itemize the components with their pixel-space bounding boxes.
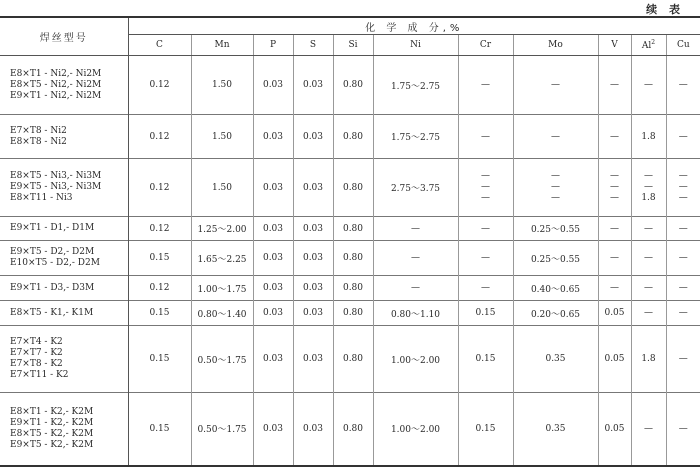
model-cell (0, 115, 128, 159)
cell-p: 0.03 (253, 56, 293, 115)
cell-mn: 1.00～1.75 (191, 276, 253, 301)
cell-v: 0.05 (598, 301, 631, 326)
cell-line: — (459, 182, 513, 193)
col-header-c: C (128, 35, 191, 56)
cell-c: 0.12 (128, 56, 191, 115)
model-cell (0, 241, 128, 276)
cell-s: 0.03 (293, 301, 333, 326)
cell-c: 0.12 (128, 217, 191, 241)
composition-table (0, 16, 700, 467)
cell-p: 0.03 (253, 326, 293, 393)
col-header-mo: Mo (513, 35, 598, 56)
cell-cu: — (666, 301, 700, 326)
col-header-v: V (598, 35, 631, 56)
cell-al: 1.8 (631, 115, 666, 159)
col-header-p: P (253, 35, 293, 56)
cell-cu: — (666, 393, 700, 466)
model-name: E8×T1 - Ni2,- Ni2M (10, 69, 128, 80)
cell-s: 0.03 (293, 115, 333, 159)
col-header-cr: Cr (458, 35, 513, 56)
cell-s: 0.03 (293, 217, 333, 241)
cell-si: 0.80 (333, 301, 373, 326)
col-header-mn: Mn (191, 35, 253, 56)
cell-si: 0.80 (333, 159, 373, 217)
cell-p: 0.03 (253, 159, 293, 217)
composition-header: 化 学 成 分,% (128, 17, 700, 35)
model-cell (0, 326, 128, 393)
model-name: E7×T8 - K2 (10, 359, 128, 370)
model-cell (0, 56, 128, 115)
cell-al: — (631, 217, 666, 241)
model-name: E8×T5 - K2,- K2M (10, 429, 128, 440)
cell-p: 0.03 (253, 301, 293, 326)
cell-v: — (598, 217, 631, 241)
cell-line: — (599, 182, 631, 193)
model-name: E10×T5 - D2,- D2M (10, 258, 128, 269)
cell-mn: 1.50 (191, 56, 253, 115)
cell-ni: 1.00～2.00 (373, 393, 458, 466)
cell-v: — (598, 56, 631, 115)
cell-cu: — (666, 326, 700, 393)
cell-p: 0.03 (253, 217, 293, 241)
cell-mo: — (513, 115, 598, 159)
cell-line: — (514, 182, 598, 193)
cell-cr (458, 159, 513, 217)
model-name: E9×T5 - D2,- D2M (10, 247, 128, 258)
model-name: E9×T1 - D1,- D1M (10, 223, 128, 234)
model-column-header: 焊丝型号 (0, 17, 128, 56)
cell-cr: 0.15 (458, 393, 513, 466)
cell-cu: — (666, 217, 700, 241)
model-name: E8×T5 - K1,- K1M (10, 308, 128, 319)
model-name: E9×T1 - Ni2,- Ni2M (10, 91, 128, 102)
table-row (0, 301, 700, 326)
cell-si: 0.80 (333, 217, 373, 241)
table-row (0, 217, 700, 241)
cell-s: 0.03 (293, 241, 333, 276)
cell-mo: 0.25～0.55 (513, 241, 598, 276)
col-header-al (631, 35, 666, 56)
cell-si: 0.80 (333, 56, 373, 115)
cell-ni: — (373, 241, 458, 276)
col-header-si: Si (333, 35, 373, 56)
cell-si: 0.80 (333, 241, 373, 276)
table-row (0, 276, 700, 301)
cell-cu: — (666, 276, 700, 301)
cell-v: 0.05 (598, 393, 631, 466)
cell-mn: 1.65～2.25 (191, 241, 253, 276)
cell-c: 0.15 (128, 393, 191, 466)
cell-line: — (514, 171, 598, 182)
cell-mn: 0.50～1.75 (191, 326, 253, 393)
cell-cu: — (666, 115, 700, 159)
cell-p: 0.03 (253, 241, 293, 276)
cell-c: 0.12 (128, 159, 191, 217)
cell-mn: 1.25～2.00 (191, 217, 253, 241)
table-row (0, 159, 700, 217)
model-name: E8×T5 - Ni3,- Ni3M (10, 171, 128, 182)
cell-v: — (598, 276, 631, 301)
cell-cr: — (458, 115, 513, 159)
model-cell (0, 159, 128, 217)
cell-ni: 1.75～2.75 (373, 56, 458, 115)
cell-c: 0.15 (128, 326, 191, 393)
cell-mo: 0.40～0.65 (513, 276, 598, 301)
cell-al: 1.8 (631, 326, 666, 393)
cell-cr: — (458, 241, 513, 276)
model-name: E9×T5 - Ni3,- Ni3M (10, 182, 128, 193)
cell-v: 0.05 (598, 326, 631, 393)
al-label: Al (642, 41, 651, 51)
cell-line: — (459, 193, 513, 204)
cell-cr: — (458, 217, 513, 241)
cell-ni: — (373, 217, 458, 241)
col-header-s: S (293, 35, 333, 56)
cell-s: 0.03 (293, 159, 333, 217)
table-row (0, 241, 700, 276)
cell-line: — (514, 193, 598, 204)
cell-c: 0.12 (128, 115, 191, 159)
cell-line: — (599, 171, 631, 182)
cell-p: 0.03 (253, 115, 293, 159)
model-name: E7×T4 - K2 (10, 337, 128, 348)
cell-cu: — (666, 241, 700, 276)
cell-mn: 0.50～1.75 (191, 393, 253, 466)
cell-line: — (632, 182, 666, 193)
cell-line: — (667, 171, 700, 182)
cell-c: 0.15 (128, 301, 191, 326)
cell-mn: 1.50 (191, 159, 253, 217)
cell-si: 0.80 (333, 276, 373, 301)
table-row (0, 115, 700, 159)
cell-al (631, 159, 666, 217)
cell-s: 0.03 (293, 326, 333, 393)
cell-si: 0.80 (333, 393, 373, 466)
cell-al: — (631, 276, 666, 301)
cell-si: 0.80 (333, 115, 373, 159)
model-name: E9×T1 - D3,- D3M (10, 283, 128, 294)
cell-cr: — (458, 276, 513, 301)
al-footnote-mark: 2 (651, 39, 655, 46)
cell-line: 1.8 (632, 193, 666, 204)
cell-v (598, 159, 631, 217)
cell-mo: 0.35 (513, 393, 598, 466)
model-name: E7×T8 - Ni2 (10, 126, 128, 137)
cell-si: 0.80 (333, 326, 373, 393)
cell-s: 0.03 (293, 276, 333, 301)
cell-cr: — (458, 56, 513, 115)
cell-cu (666, 159, 700, 217)
cell-cu: — (666, 56, 700, 115)
continued-label: 续 表 (646, 1, 684, 17)
col-header-ni: Ni (373, 35, 458, 56)
model-cell (0, 301, 128, 326)
cell-al: — (631, 56, 666, 115)
cell-line: — (599, 193, 631, 204)
model-name: E9×T5 - K2,- K2M (10, 440, 128, 451)
cell-v: — (598, 241, 631, 276)
cell-v: — (598, 115, 631, 159)
model-name: E7×T11 - K2 (10, 370, 128, 381)
model-name: E7×T7 - K2 (10, 348, 128, 359)
cell-s: 0.03 (293, 56, 333, 115)
cell-mn: 0.80～1.40 (191, 301, 253, 326)
cell-c: 0.15 (128, 241, 191, 276)
cell-mn: 1.50 (191, 115, 253, 159)
cell-al: — (631, 241, 666, 276)
cell-mo: 0.20～0.65 (513, 301, 598, 326)
cell-line: — (667, 182, 700, 193)
cell-mo: 0.25～0.55 (513, 217, 598, 241)
col-header-cu: Cu (666, 35, 700, 56)
cell-mo: 0.35 (513, 326, 598, 393)
model-cell (0, 393, 128, 466)
cell-line: — (459, 171, 513, 182)
cell-ni: — (373, 276, 458, 301)
cell-s: 0.03 (293, 393, 333, 466)
cell-al: — (631, 393, 666, 466)
cell-cr: 0.15 (458, 301, 513, 326)
cell-line: — (632, 171, 666, 182)
cell-p: 0.03 (253, 393, 293, 466)
model-name: E8×T1 - K2,- K2M (10, 407, 128, 418)
model-cell (0, 276, 128, 301)
cell-ni: 1.75～2.75 (373, 115, 458, 159)
cell-c: 0.12 (128, 276, 191, 301)
model-name: E8×T8 - Ni2 (10, 137, 128, 148)
cell-mo: — (513, 56, 598, 115)
cell-ni: 2.75～3.75 (373, 159, 458, 217)
cell-p: 0.03 (253, 276, 293, 301)
model-name: E8×T11 - Ni3 (10, 193, 128, 204)
cell-ni: 0.80～1.10 (373, 301, 458, 326)
cell-al: — (631, 301, 666, 326)
table-row (0, 393, 700, 466)
model-name: E8×T5 - Ni2,- Ni2M (10, 80, 128, 91)
model-name: E9×T1 - K2,- K2M (10, 418, 128, 429)
cell-ni: 1.00～2.00 (373, 326, 458, 393)
model-cell (0, 217, 128, 241)
table-row (0, 326, 700, 393)
cell-cr: 0.15 (458, 326, 513, 393)
cell-line: — (667, 193, 700, 204)
table-row (0, 56, 700, 115)
cell-mo (513, 159, 598, 217)
